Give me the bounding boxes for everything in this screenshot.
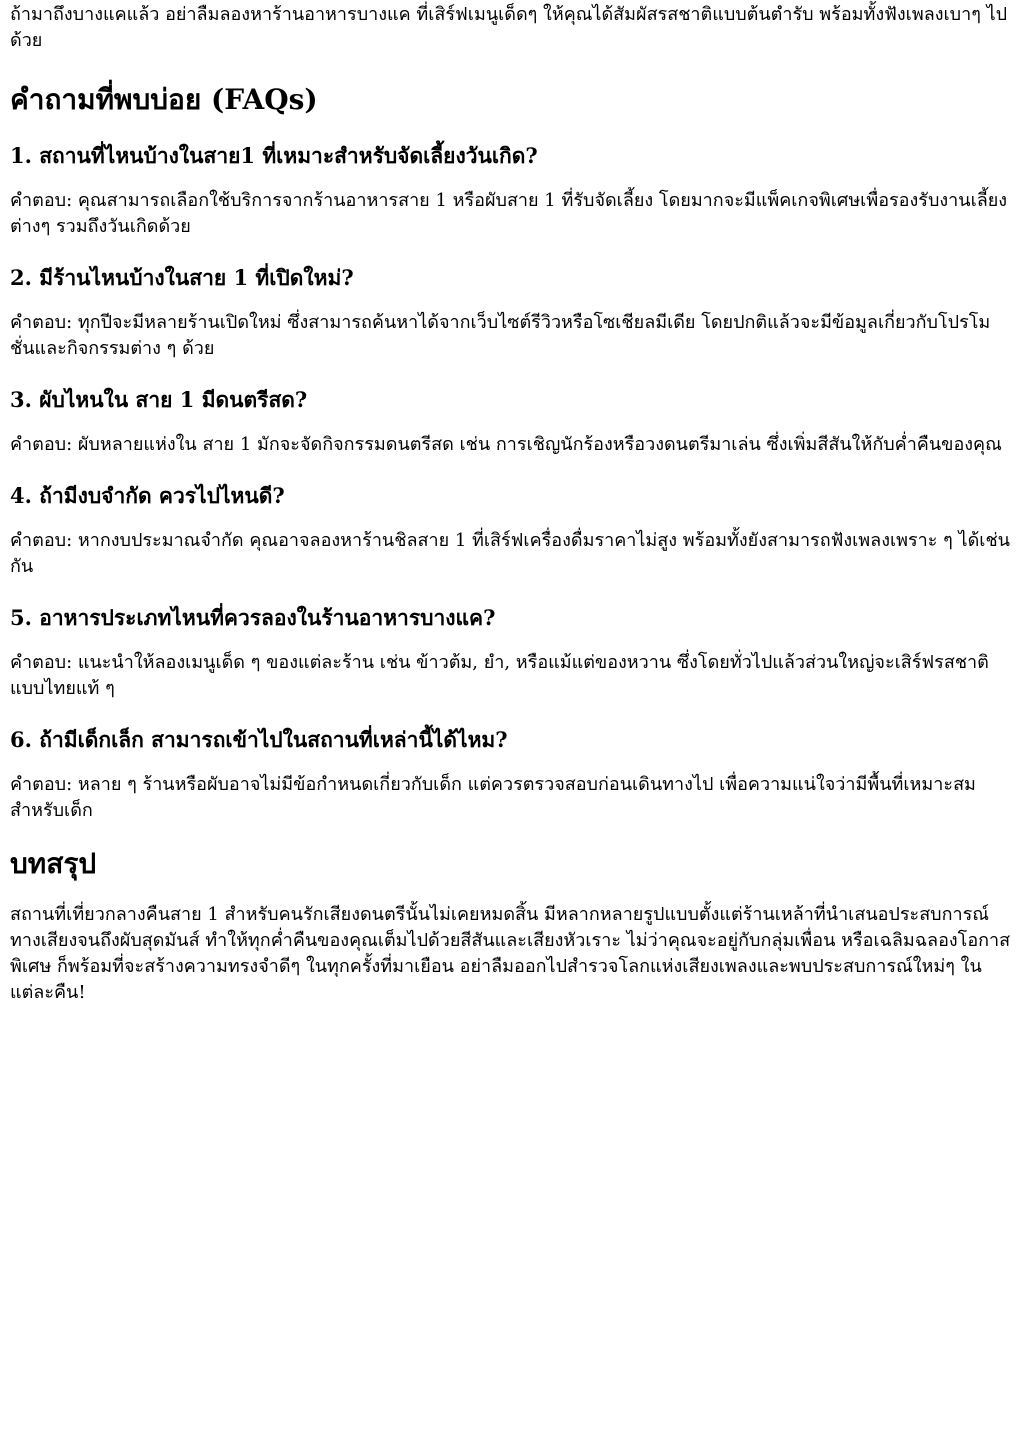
faq-answer: คำตอบ: คุณสามารถเลือกใช้บริการจากร้านอาหารสาย 1 หรือผับสาย 1 ที่รับจัดเลี้ยง โดยมากจะมีแพ็คเกจพิเศษเพื่อรองรับงานเลี้ยงต่างๆ รวมถึงวันเกิดด้วย: [10, 190, 1008, 237]
faq-answer: คำตอบ: แนะนำให้ลองเมนูเด็ด ๆ ของแต่ละร้าน เช่น ข้าวต้ม, ยำ, หรือแม้แต่ของหวาน ซึ่งโดยทั่วไปแล้วส่วนใหญ่จะเสิร์ฟรสชาติแบบไทยแท้ ๆ: [10, 652, 989, 699]
faq-question: 1. สถานที่ไหนบ้างในสาย1 ที่เหมาะสำหรับจัดเลี้ยงวันเกิด?: [10, 143, 538, 168]
faq-item: [10, 482, 1014, 580]
faq-answer: คำตอบ: หากงบประมาณจำกัด คุณอาจลองหาร้านชิลสาย 1 ที่เสิร์ฟเครื่องดื่มราคาไม่สูง พร้อมทั้งยังสามารถฟังเพลงเพราะ ๆ ได้เช่นกัน: [10, 530, 1010, 577]
faq-item: [10, 604, 1014, 702]
faq-item: [10, 264, 1014, 362]
faq-question: 5. อาหารประเภทไหนที่ควรลองในร้านอาหารบางแค?: [10, 605, 496, 630]
faq-answer: คำตอบ: ทุกปีจะมีหลายร้านเปิดใหม่ ซึ่งสามารถค้นหาได้จากเว็บไซต์รีวิวหรือโซเชียลมีเดีย โดยปกติแล้วจะมีข้อมูลเกี่ยวกับโปรโมชั่นและกิจกรรมต่าง ๆ ด้วย: [10, 312, 991, 359]
faq-item: [10, 142, 1014, 240]
faq-question: 2. มีร้านไหนบ้างในสาย 1 ที่เปิดใหม่?: [10, 265, 354, 290]
faq-item: [10, 386, 1014, 458]
faq-question: 4. ถ้ามีงบจำกัด ควรไปไหนดี?: [10, 483, 285, 508]
faq-heading: คำถามที่พบบ่อย (FAQs): [10, 83, 318, 116]
conclusion-paragraph: สถานที่เที่ยวกลางคืนสาย 1 สำหรับคนรักเสียงดนตรีนั้นไม่เคยหมดสิ้น มีหลากหลายรูปแบบตั้งแต่ร้านเหล้าที่นำเสนอประสบการณ์ทางเสียงจนถึงผับสุดมันส์ ทำให้ทุกค่ำคืนของคุณเต็มไปด้วยสีสันและเสียงหัวเราะ ไม่ว่าคุณจะอยู่กับกลุ่มเพื่อน หรือเฉลิมฉลองโอกาสพิเศษ ก็พร้อมที่จะสร้างความทรงจำดีๆ ในทุกครั้งที่มาเยือน อย่าลืมออกไปสำรวจโลกแห่งเสียงเพลงและพบประสบการณ์ใหม่ๆ ในแต่ละคืน!: [10, 904, 1011, 1003]
faq-question: 6. ถ้ามีเด็กเล็ก สามารถเข้าไปในสถานที่เหล่านี้ได้ไหม?: [10, 727, 508, 752]
faq-answer: คำตอบ: หลาย ๆ ร้านหรือผับอาจไม่มีข้อกำหนดเกี่ยวกับเด็ก แต่ควรตรวจสอบก่อนเดินทางไป เพื่อความแน่ใจว่ามีพื้นที่เหมาะสมสำหรับเด็ก: [10, 774, 976, 821]
conclusion-heading: บทสรุป: [10, 847, 97, 880]
faq-item: [10, 726, 1014, 824]
faq-question: 3. ผับไหนใน สาย 1 มีดนตรีสด?: [10, 387, 308, 412]
intro-paragraph: ถ้ามาถึงบางแคแล้ว อย่าลืมลองหาร้านอาหารบางแค ที่เสิร์ฟเมนูเด็ดๆ ให้คุณได้สัมผัสรสชาติแบบต้นตำรับ พร้อมทั้งฟังเพลงเบาๆ ไปด้วย: [10, 4, 1008, 51]
faq-answer: คำตอบ: ผับหลายแห่งใน สาย 1 มักจะจัดกิจกรรมดนตรีสด เช่น การเชิญนักร้องหรือวงดนตรีมาเล่น ซึ่งเพิ่มสีสันให้กับค่ำคืนของคุณ: [10, 434, 1002, 455]
